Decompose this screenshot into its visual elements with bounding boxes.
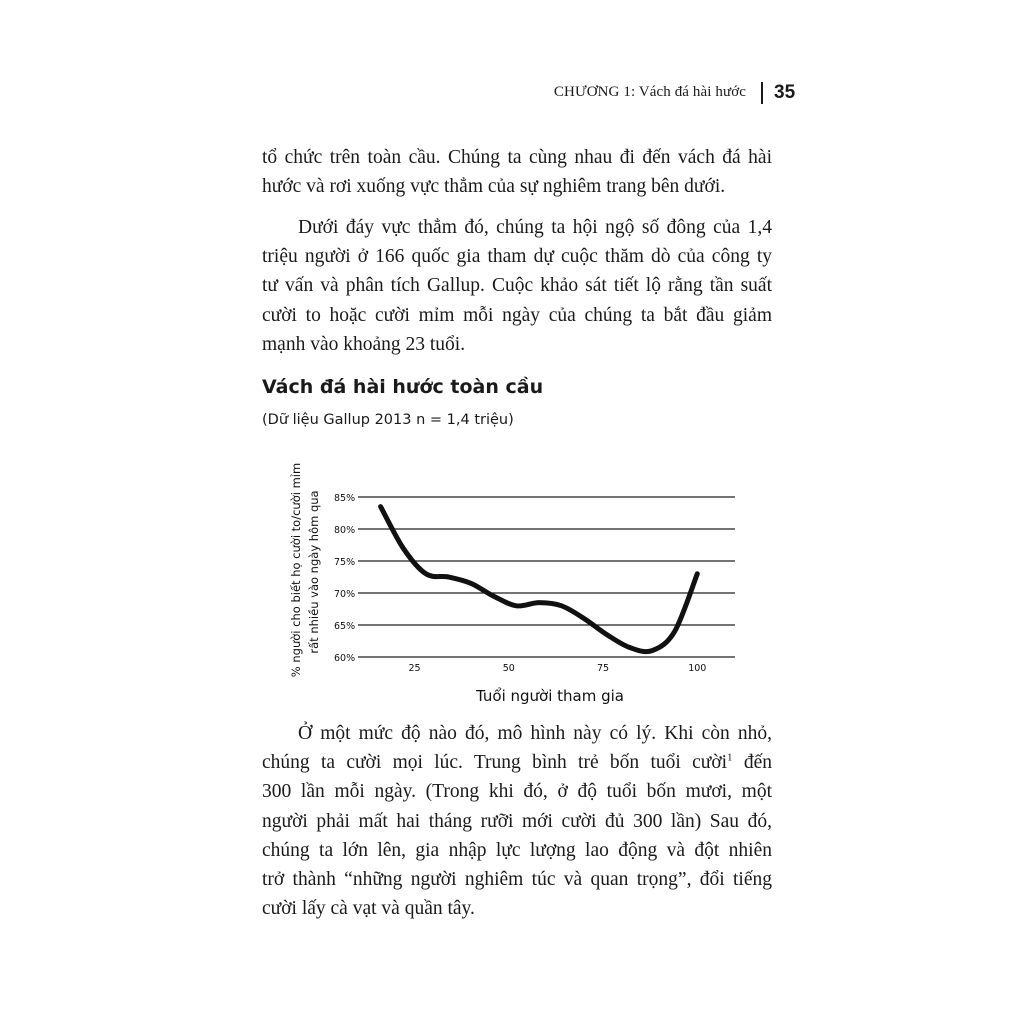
y-tick-label: 60% <box>334 653 356 664</box>
figure-title: Vách đá hài hước toàn cầu <box>262 376 544 398</box>
text-line: Dưới đáy vực thẳm đó, chúng ta hội ngộ số đông của 1,4 <box>298 217 772 238</box>
footnote-ref[interactable]: 1 <box>727 751 733 764</box>
chart-y-ticks <box>334 493 355 664</box>
y-tick-label: 75% <box>334 557 356 568</box>
header-divider <box>761 82 763 104</box>
x-tick-label: 100 <box>688 663 707 674</box>
running-header-chapter: CHƯƠNG 1: Vách đá hài hước <box>553 84 746 100</box>
series-line <box>381 507 698 652</box>
text-line: Ở một mức độ nào đó, mô hình này có lý. Khi còn nhỏ, <box>298 723 772 744</box>
figure-subtitle: (Dữ liệu Gallup 2013 n = 1,4 triệu) <box>262 412 514 428</box>
text-line: người phải mất hai tháng rưỡi mới cười đủ 300 lần) Sau đó, <box>262 810 772 832</box>
paragraph-2 <box>262 213 772 359</box>
x-axis-label: Tuổi người tham gia <box>476 687 624 705</box>
text-line: trở thành “những người nghiêm túc và quan trọng”, đổi tiếng <box>262 869 772 891</box>
text-line: chúng ta lớn lên, gia nhập lực lượng lao động và đột nhiên <box>262 839 772 861</box>
text-line: mạnh vào khoảng 23 tuổi. <box>262 333 466 355</box>
y-tick-label: 80% <box>334 525 356 536</box>
y-axis-label-line-1: % người cho biết họ cười to/cười mỉm <box>289 462 303 678</box>
text-segment: đến <box>732 752 772 774</box>
paragraph-1 <box>262 143 772 201</box>
text-line: cười lấy cà vạt và quần tây. <box>262 898 475 920</box>
y-axis-label-line-2: rất nhiều vào ngày hôm qua <box>307 490 321 654</box>
text-line: 300 lần mỗi ngày. (Trong khi đó, ở độ tuổi bốn mươi, một <box>262 781 772 803</box>
y-tick-label: 85% <box>334 493 356 504</box>
x-tick-label: 25 <box>408 663 421 674</box>
text-line: cười to hoặc cười mỉm mỗi ngày của chúng ta bắt đầu giảm <box>262 304 772 326</box>
text-line: tổ chức trên toàn cầu. Chúng ta cùng nhau đi đến vách đá hài <box>262 147 772 168</box>
chart-x-ticks <box>409 663 707 674</box>
text-segment: chúng ta cười mọi lúc. Trung bình trẻ bốn tuổi cười <box>262 752 728 774</box>
y-tick-label: 70% <box>334 589 356 600</box>
text-line: hước và rơi xuống vực thẳm của sự nghiêm trang bên dưới. <box>262 176 726 198</box>
x-tick-label: 50 <box>502 663 515 674</box>
paragraph-3 <box>262 719 772 923</box>
text-line-with-footnote <box>262 748 772 777</box>
x-tick-label: 75 <box>597 663 610 674</box>
line-chart <box>275 445 750 715</box>
text-line: tư vấn và phân tích Gallup. Cuộc khảo sát tiết lộ rằng tần suất <box>262 275 772 297</box>
chart-gridlines <box>358 497 735 657</box>
text-line: triệu người ở 166 quốc gia tham dự cuộc thăm dò của công ty <box>262 246 772 268</box>
y-tick-label: 65% <box>334 621 356 632</box>
page-number: 35 <box>774 82 796 103</box>
